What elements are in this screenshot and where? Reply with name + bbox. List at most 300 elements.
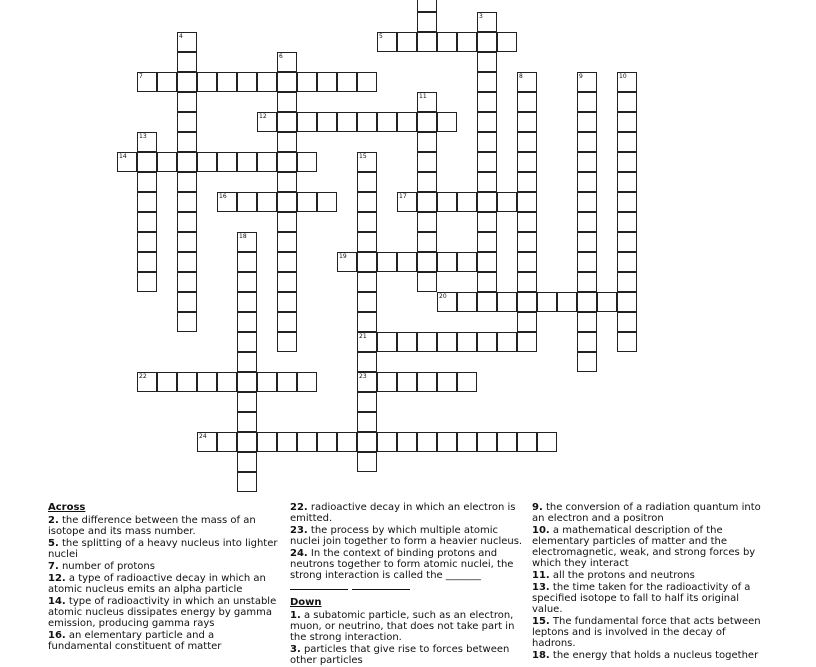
grid-cell[interactable]: [237, 312, 257, 332]
grid-cell[interactable]: [177, 252, 197, 272]
grid-cell[interactable]: [417, 332, 437, 352]
grid-cell[interactable]: [357, 192, 377, 212]
grid-cell[interactable]: [577, 332, 597, 352]
clue-text: a mathematical description of the elementary particles of matter and the electromagnetic, weak, and strong forces by which they interact: [532, 525, 756, 569]
clue-number: 23.: [290, 525, 308, 536]
grid-cell[interactable]: [357, 212, 377, 232]
grid-cell[interactable]: [477, 112, 497, 132]
grid-cell[interactable]: [377, 372, 397, 392]
grid-cell[interactable]: [237, 72, 257, 92]
grid-cell[interactable]: [557, 292, 577, 312]
clue-down-9: [532, 502, 766, 524]
grid-cell[interactable]: [137, 132, 157, 152]
grid-cell[interactable]: [617, 112, 637, 132]
grid-cell[interactable]: [477, 92, 497, 112]
grid-cell[interactable]: [477, 332, 497, 352]
grid-cell[interactable]: [397, 192, 417, 212]
grid-cell[interactable]: [437, 32, 457, 52]
clue-number-label: 11: [419, 93, 427, 100]
grid-cell[interactable]: [397, 332, 417, 352]
grid-cell[interactable]: [457, 372, 477, 392]
clue-number-label: 16: [219, 193, 227, 200]
grid-cell[interactable]: [237, 472, 257, 492]
grid-cell[interactable]: [377, 432, 397, 452]
grid-cell[interactable]: [517, 152, 537, 172]
grid-cell[interactable]: [617, 132, 637, 152]
clue-text: a type of radioactive decay in which an atomic nucleus emits an alpha particle: [48, 573, 266, 595]
grid-cell[interactable]: [477, 232, 497, 252]
clue-number-label: 13: [139, 133, 147, 140]
grid-cell[interactable]: [577, 172, 597, 192]
clue-text: an elementary particle and a fundamental constituent of matter: [48, 630, 222, 652]
grid-cell[interactable]: [477, 172, 497, 192]
grid-cell[interactable]: [577, 252, 597, 272]
grid-cell[interactable]: [357, 352, 377, 372]
grid-cell[interactable]: [437, 192, 457, 212]
grid-cell[interactable]: [237, 352, 257, 372]
grid-cell[interactable]: [297, 192, 317, 212]
grid-cell[interactable]: [177, 212, 197, 232]
grid-cell[interactable]: [257, 372, 277, 392]
clue-down-11: [532, 570, 766, 581]
clue-number: 14.: [48, 596, 66, 607]
grid-cell[interactable]: [417, 172, 437, 192]
grid-cell[interactable]: [517, 292, 537, 312]
grid-cell[interactable]: [517, 432, 537, 452]
grid-cell[interactable]: [357, 452, 377, 472]
clue-number: 11.: [532, 570, 550, 581]
grid-cell[interactable]: [457, 32, 477, 52]
grid-cell[interactable]: [237, 152, 257, 172]
grid-cell[interactable]: [377, 112, 397, 132]
grid-cell[interactable]: [517, 272, 537, 292]
clue-text: In the context of binding protons and neutrons together to form atomic nuclei, the strong interaction is called the _______: [290, 548, 514, 581]
across-heading: Across: [48, 502, 86, 513]
clue-number-label: 10: [619, 73, 627, 80]
clue-down-10: [532, 525, 766, 569]
clue-across-14: [48, 596, 280, 629]
grid-cell[interactable]: [257, 152, 277, 172]
grid-cell[interactable]: [357, 152, 377, 172]
clue-text: the time taken for the radioactivity of a specified isotope to fall to half its original value.: [532, 582, 751, 615]
grid-cell[interactable]: [617, 232, 637, 252]
grid-cell[interactable]: [297, 372, 317, 392]
grid-cell[interactable]: [357, 412, 377, 432]
clue-text: number of protons: [61, 561, 155, 572]
grid-cell[interactable]: [237, 232, 257, 252]
grid-cell[interactable]: [277, 432, 297, 452]
clue-number: 3.: [290, 644, 301, 655]
clue-number-label: 24: [199, 433, 207, 440]
clue-text: type of radioactivity in which an unstable atomic nucleus dissipates energy by gamma emission, producing gamma rays: [48, 596, 277, 629]
clue-number: 12.: [48, 573, 66, 584]
clue-across-5: [48, 538, 280, 560]
grid-cell[interactable]: [417, 372, 437, 392]
grid-cell[interactable]: [277, 312, 297, 332]
clue-text: a subatomic particle, such as an electron, muon, or neutrino, that does not take part in the strong interaction.: [290, 610, 515, 643]
grid-cell[interactable]: [197, 72, 217, 92]
grid-cell[interactable]: [417, 12, 437, 32]
grid-cell[interactable]: [357, 332, 377, 352]
grid-cell[interactable]: [137, 152, 157, 172]
grid-cell[interactable]: [177, 132, 197, 152]
grid-cell[interactable]: [577, 132, 597, 152]
grid-cell[interactable]: [357, 232, 377, 252]
grid-cell[interactable]: [497, 332, 517, 352]
grid-cell[interactable]: [277, 172, 297, 192]
grid-cell[interactable]: [177, 52, 197, 72]
grid-cell[interactable]: [357, 172, 377, 192]
grid-cell[interactable]: [537, 432, 557, 452]
grid-cell[interactable]: [397, 432, 417, 452]
grid-cell[interactable]: [197, 432, 217, 452]
grid-cell[interactable]: [477, 252, 497, 272]
clue-down-13: [532, 582, 766, 615]
grid-cell[interactable]: [577, 272, 597, 292]
grid-cell[interactable]: [177, 232, 197, 252]
grid-cell[interactable]: [277, 292, 297, 312]
grid-cell[interactable]: [137, 232, 157, 252]
grid-cell[interactable]: [477, 292, 497, 312]
grid-cell[interactable]: [217, 372, 237, 392]
grid-cell[interactable]: [357, 312, 377, 332]
clue-down-1: [290, 610, 524, 643]
grid-cell[interactable]: [477, 192, 497, 212]
grid-cell[interactable]: [237, 252, 257, 272]
clue-text: the conversion of a radiation quantum into an electron and a positron: [532, 502, 761, 524]
grid-cell[interactable]: [577, 112, 597, 132]
grid-cell[interactable]: [617, 312, 637, 332]
grid-cell[interactable]: [117, 152, 137, 172]
clue-text: the difference between the mass of an isotope and its mass number.: [48, 515, 256, 537]
grid-cell[interactable]: [277, 132, 297, 152]
grid-cell[interactable]: [577, 192, 597, 212]
clue-number-label: 14: [119, 153, 127, 160]
grid-cell[interactable]: [237, 412, 257, 432]
grid-cell[interactable]: [477, 52, 497, 72]
clue-number: 9.: [532, 502, 543, 513]
grid-cell[interactable]: [197, 372, 217, 392]
clue-number-label: 20: [439, 293, 447, 300]
grid-cell[interactable]: [257, 432, 277, 452]
grid-cell[interactable]: [277, 192, 297, 212]
grid-cell[interactable]: [457, 252, 477, 272]
clue-down-3: [290, 644, 524, 666]
grid-cell[interactable]: [277, 332, 297, 352]
grid-cell[interactable]: [617, 252, 637, 272]
clue-number: 5.: [48, 538, 59, 549]
grid-cell[interactable]: [457, 292, 477, 312]
clue-number: 24.: [290, 548, 308, 559]
clue-number-label: 9: [579, 73, 583, 80]
grid-cell[interactable]: [457, 332, 477, 352]
grid-cell[interactable]: [457, 192, 477, 212]
grid-cell[interactable]: [437, 372, 457, 392]
clue-number-label: 12: [259, 113, 267, 120]
grid-cell[interactable]: [517, 92, 537, 112]
grid-cell[interactable]: [497, 192, 517, 212]
grid-cell[interactable]: [357, 112, 377, 132]
grid-cell[interactable]: [137, 212, 157, 232]
grid-cell[interactable]: [517, 72, 537, 92]
grid-cell[interactable]: [237, 392, 257, 412]
grid-cell[interactable]: [477, 152, 497, 172]
clue-across-12: [48, 573, 280, 595]
grid-cell[interactable]: [517, 132, 537, 152]
grid-cell[interactable]: [237, 272, 257, 292]
grid-cell[interactable]: [277, 52, 297, 72]
clues-column-1: [48, 502, 280, 653]
grid-cell[interactable]: [417, 432, 437, 452]
grid-cell[interactable]: [377, 252, 397, 272]
grid-cell[interactable]: [417, 192, 437, 212]
grid-cell[interactable]: [537, 292, 557, 312]
clue-down-18: [532, 650, 766, 661]
grid-cell[interactable]: [477, 432, 497, 452]
grid-cell[interactable]: [397, 252, 417, 272]
grid-cell[interactable]: [417, 212, 437, 232]
grid-cell[interactable]: [497, 32, 517, 52]
grid-cell[interactable]: [617, 72, 637, 92]
grid-cell[interactable]: [317, 432, 337, 452]
grid-cell[interactable]: [417, 232, 437, 252]
grid-cell[interactable]: [177, 112, 197, 132]
grid-cell[interactable]: [577, 92, 597, 112]
clue-across-23: [290, 525, 524, 547]
clue-number-label: 6: [279, 53, 283, 60]
grid-cell[interactable]: [497, 292, 517, 312]
grid-cell[interactable]: [177, 312, 197, 332]
grid-cell[interactable]: [417, 0, 437, 12]
grid-cell[interactable]: [417, 152, 437, 172]
clue-text: The fundamental force that acts between leptons and is involved in the decay of hadrons.: [532, 616, 761, 649]
grid-cell[interactable]: [357, 72, 377, 92]
grid-cell[interactable]: [157, 152, 177, 172]
grid-cell[interactable]: [237, 432, 257, 452]
clue-number-label: 17: [399, 193, 407, 200]
grid-cell[interactable]: [357, 272, 377, 292]
grid-cell[interactable]: [137, 72, 157, 92]
grid-cell[interactable]: [357, 292, 377, 312]
grid-cell[interactable]: [577, 352, 597, 372]
grid-cell[interactable]: [277, 212, 297, 232]
clues-column-2: [290, 502, 524, 667]
clue-number: 16.: [48, 630, 66, 641]
grid-cell[interactable]: [577, 212, 597, 232]
grid-cell[interactable]: [177, 372, 197, 392]
grid-cell[interactable]: [177, 272, 197, 292]
grid-cell[interactable]: [477, 132, 497, 152]
grid-cell[interactable]: [517, 252, 537, 272]
grid-cell[interactable]: [297, 432, 317, 452]
grid-cell[interactable]: [357, 432, 377, 452]
grid-cell[interactable]: [417, 32, 437, 52]
grid-cell[interactable]: [417, 272, 437, 292]
down-heading: Down: [290, 597, 322, 608]
grid-cell[interactable]: [437, 252, 457, 272]
clues-column-3: [532, 502, 766, 662]
grid-cell[interactable]: [517, 312, 537, 332]
grid-cell[interactable]: [337, 112, 357, 132]
grid-cell[interactable]: [277, 252, 297, 272]
grid-cell[interactable]: [417, 112, 437, 132]
grid-cell[interactable]: [297, 112, 317, 132]
grid-cell[interactable]: [397, 112, 417, 132]
clue-text: the splitting of a heavy nucleus into lighter nuclei: [48, 538, 278, 560]
grid-cell[interactable]: [337, 72, 357, 92]
grid-cell[interactable]: [217, 192, 237, 212]
grid-cell[interactable]: [177, 192, 197, 212]
clue-number: 22.: [290, 502, 308, 513]
grid-cell[interactable]: [517, 232, 537, 252]
grid-cell[interactable]: [417, 92, 437, 112]
grid-cell[interactable]: [217, 152, 237, 172]
grid-cell[interactable]: [137, 172, 157, 192]
clue-number: 13.: [532, 582, 550, 593]
grid-cell[interactable]: [577, 72, 597, 92]
grid-cell[interactable]: [397, 32, 417, 52]
grid-cell[interactable]: [337, 432, 357, 452]
grid-cell[interactable]: [437, 292, 457, 312]
grid-cell[interactable]: [597, 292, 617, 312]
clue-number-label: 15: [359, 153, 367, 160]
grid-cell[interactable]: [277, 232, 297, 252]
grid-cell[interactable]: [177, 72, 197, 92]
grid-cell[interactable]: [477, 72, 497, 92]
grid-cell[interactable]: [257, 192, 277, 212]
grid-cell[interactable]: [357, 392, 377, 412]
grid-cell[interactable]: [577, 232, 597, 252]
grid-cell[interactable]: [137, 252, 157, 272]
clue-number-label: 5: [379, 33, 383, 40]
grid-cell[interactable]: [417, 132, 437, 152]
grid-cell[interactable]: [437, 332, 457, 352]
grid-cell[interactable]: [237, 372, 257, 392]
clue-down-15: [532, 616, 766, 649]
grid-cell[interactable]: [237, 332, 257, 352]
clue-number-label: 8: [519, 73, 523, 80]
clue-number-label: 19: [339, 253, 347, 260]
clue-text: the process by which multiple atomic nuclei join together to form a heavier nucleus.: [290, 525, 523, 547]
grid-cell[interactable]: [277, 92, 297, 112]
grid-cell[interactable]: [517, 192, 537, 212]
grid-cell[interactable]: [237, 292, 257, 312]
grid-cell[interactable]: [257, 72, 277, 92]
clue-number-label: 18: [239, 233, 247, 240]
grid-cell[interactable]: [197, 152, 217, 172]
grid-cell[interactable]: [177, 152, 197, 172]
clue-across-2: [48, 515, 280, 537]
grid-cell[interactable]: [337, 252, 357, 272]
grid-cell[interactable]: [417, 252, 437, 272]
grid-cell[interactable]: [257, 112, 277, 132]
grid-cell[interactable]: [237, 192, 257, 212]
grid-cell[interactable]: [177, 32, 197, 52]
grid-cell[interactable]: [617, 272, 637, 292]
grid-cell[interactable]: [277, 372, 297, 392]
grid-cell[interactable]: [517, 332, 537, 352]
clue-number: 15.: [532, 616, 550, 627]
grid-cell[interactable]: [237, 452, 257, 472]
grid-cell[interactable]: [217, 72, 237, 92]
grid-cell[interactable]: [317, 192, 337, 212]
grid-cell[interactable]: [617, 92, 637, 112]
grid-cell[interactable]: [477, 12, 497, 32]
grid-cell[interactable]: [157, 72, 177, 92]
grid-cell[interactable]: [517, 172, 537, 192]
grid-cell[interactable]: [137, 272, 157, 292]
grid-cell[interactable]: [137, 372, 157, 392]
clue-number-label: 7: [139, 73, 143, 80]
grid-cell[interactable]: [157, 372, 177, 392]
clue-number: 7.: [48, 561, 59, 572]
grid-cell[interactable]: [517, 212, 537, 232]
grid-cell[interactable]: [377, 332, 397, 352]
grid-cell[interactable]: [437, 112, 457, 132]
grid-cell[interactable]: [297, 72, 317, 92]
clue-across-7: [48, 561, 280, 572]
grid-cell[interactable]: [437, 432, 457, 452]
clue-number: 1.: [290, 610, 301, 621]
clue-text: radioactive decay in which an electron is emitted.: [290, 502, 516, 524]
answer-blank: [290, 581, 348, 590]
grid-cell[interactable]: [217, 432, 237, 452]
grid-cell[interactable]: [177, 92, 197, 112]
grid-cell[interactable]: [377, 32, 397, 52]
grid-cell[interactable]: [317, 112, 337, 132]
grid-cell[interactable]: [357, 372, 377, 392]
clue-number: 18.: [532, 650, 550, 661]
grid-cell[interactable]: [277, 72, 297, 92]
clue-number: 2.: [48, 515, 59, 526]
grid-cell[interactable]: [317, 72, 337, 92]
grid-cell[interactable]: [577, 152, 597, 172]
clue-text: particles that give rise to forces between other particles: [290, 644, 510, 666]
grid-cell[interactable]: [297, 152, 317, 172]
clue-number-label: 21: [359, 333, 367, 340]
grid-cell[interactable]: [617, 192, 637, 212]
grid-cell[interactable]: [397, 372, 417, 392]
answer-blank: [352, 581, 410, 590]
grid-cell[interactable]: [577, 312, 597, 332]
grid-cell[interactable]: [277, 112, 297, 132]
grid-cell[interactable]: [617, 152, 637, 172]
grid-cell[interactable]: [617, 172, 637, 192]
grid-cell[interactable]: [477, 212, 497, 232]
grid-cell[interactable]: [137, 192, 157, 212]
clue-across-22: [290, 502, 524, 524]
clue-across-16: [48, 630, 280, 652]
grid-cell[interactable]: [577, 292, 597, 312]
grid-cell[interactable]: [617, 212, 637, 232]
grid-cell[interactable]: [357, 252, 377, 272]
grid-cell[interactable]: [277, 152, 297, 172]
grid-cell[interactable]: [497, 432, 517, 452]
grid-cell[interactable]: [457, 432, 477, 452]
clue-number-label: 4: [179, 33, 183, 40]
grid-cell[interactable]: [517, 112, 537, 132]
grid-cell[interactable]: [177, 292, 197, 312]
grid-cell[interactable]: [477, 32, 497, 52]
clue-number-label: 22: [139, 373, 147, 380]
grid-cell[interactable]: [177, 172, 197, 192]
grid-cell[interactable]: [277, 272, 297, 292]
clue-number-label: 23: [359, 373, 367, 380]
grid-cell[interactable]: [617, 292, 637, 312]
clue-text: all the protons and neutrons: [552, 570, 695, 581]
grid-cell[interactable]: [477, 272, 497, 292]
grid-cell[interactable]: [617, 332, 637, 352]
